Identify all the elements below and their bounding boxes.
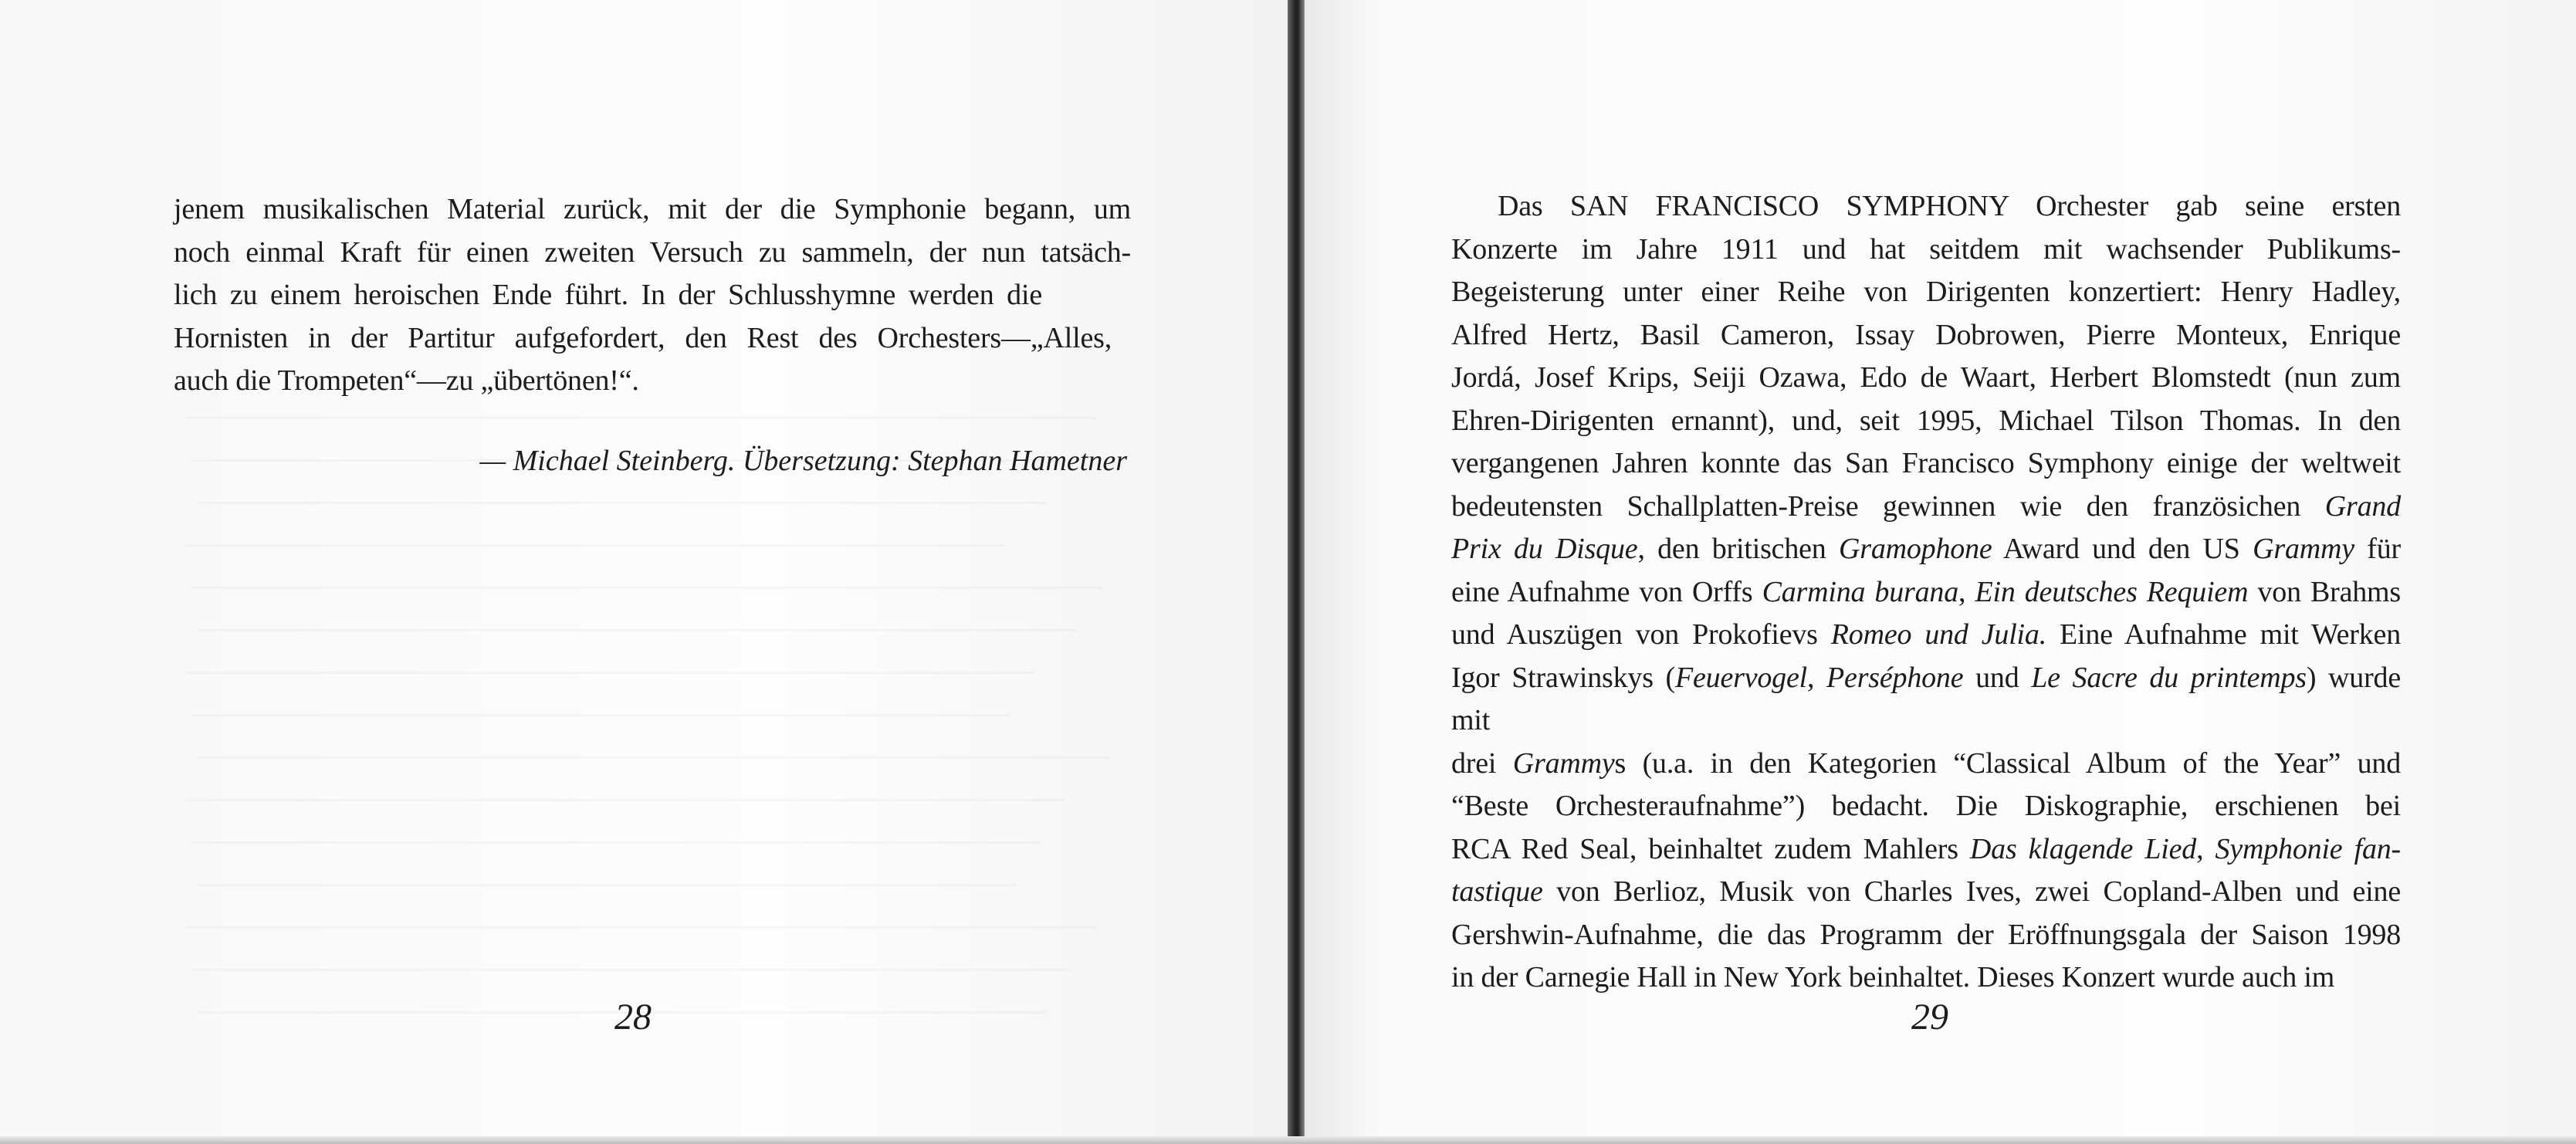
italic-title: Grammy [2253,533,2354,565]
text-line: Prix du Disque, den britischen Gramophone Award und den US Grammy für [1451,533,2401,565]
italic-title: Grand [2324,489,2401,523]
italic-title: Das klagende Lied [1969,832,2197,865]
text-line: jenem musikalischen Material zurück, mit der die Symphonie begann, um [174,193,1131,225]
text-line: Gershwin-Aufnahme, die das Programm der Eröffnungsgala der Saison 1998 [1451,918,2401,951]
text-line: “Beste Orchesteraufnahme”) bedacht. Die Diskographie, erschienen bei [1451,790,2401,822]
italic-title: Le Sacre du printemps [2031,661,2307,694]
italic-title: Feuervogel [1674,661,1807,694]
ghost-line [198,629,1078,631]
italic-title: Carmina burana [1762,575,1959,608]
attribution: — Michael Steinberg. Übersetzung: Stephan Hametner [479,445,1127,477]
text-line: Konzerte im Jahre 1911 und hat seitdem mit wachsender Publikums- [1451,232,2401,266]
text-line: Hornisten in der Partitur aufgefordert, den Rest des Orchesters—„Alles, [174,321,1112,354]
italic-title: tastique [1451,875,1543,908]
page-number: 28 [614,997,652,1037]
ghost-line [198,502,1047,504]
page-number: 29 [1911,997,1948,1037]
ghost-line [185,417,1096,419]
text-line: Das SAN FRANCISCO SYMPHONY Orchester gab seine ersten [1498,190,2401,222]
ghost-line [185,799,1065,801]
italic-title: Grammy [1512,746,1615,780]
text-line: RCA Red Seal, beinhaltet zudem Mahlers Das klagende Lied, Symphonie fan- [1451,832,2401,865]
text-line: vergangenen Jahren konnte das San Francisco Symphony einige der weltweit [1451,447,2401,479]
text-line: bedeutensten Schallplatten-Preise gewinnen wie den französichen Grand [1451,489,2401,523]
left-body-text [174,188,1131,403]
page-bottom-edge [0,1136,2576,1144]
text-line: Alfred Hertz, Basil Cameron, Issay Dobrowen, Pierre Monteux, Enrique [1451,318,2401,351]
italic-title: Symphonie fan- [2215,832,2401,865]
text-line: in der Carnegie Hall in New York beinhaltet. Dieses Konzert wurde auch im [1451,961,2335,993]
italic-title: Gramophone [1839,533,1992,565]
text-line: lich zu einem heroischen Ende führt. In der Schlusshymne werden die [174,279,1042,311]
text-line: Jordá, Josef Krips, Seiji Ozawa, Edo de Waart, Herbert Blomstedt (nun zum [1451,361,2401,394]
italic-title: Perséphone [1826,661,1964,694]
text-line: Begeisterung unter einer Reihe von Dirigenten konzertiert: Henry Hadley, [1451,276,2401,308]
text-line: Igor Strawinskys (Feuervogel, Perséphone und Le Sacre du printemps) wurde mit [1451,661,2401,736]
text-line: drei Grammys (u.a. in den Kategorien “Classical Album of the Year” und [1451,746,2401,780]
ghost-line [198,884,1016,886]
text-line: Ehren-Dirigenten ernannt), und, seit 1995, Michael Tilson Thomas. In den [1451,404,2401,437]
ghost-line [191,841,1041,844]
ghost-line [191,587,1102,589]
italic-title: Ein deutsches Requiem [1975,575,2249,608]
ghost-line [185,672,1034,674]
book-spine [1288,0,1305,1144]
text-line: noch einmal Kraft für einen zweiten Versuch zu sammeln, der nun tatsäch- [174,235,1131,269]
ghost-line [191,969,1071,971]
text-line: tastique von Berlioz, Musik von Charles Ives, zwei Copland-Alben und eine [1451,875,2401,908]
italic-title: Romeo und Julia. [1830,618,2047,651]
ghost-line [185,544,1004,547]
text-line: auch die Trompeten“—zu „übertönen!“. [174,364,639,397]
text-line: und Auszügen von Prokofievs Romeo und Julia. Eine Aufnahme mit Werken [1451,618,2401,651]
ghost-line [191,714,1010,716]
italic-title: Prix du Disque [1451,533,1638,565]
text-line: eine Aufnahme von Orffs Carmina burana, Ein deutsches Requiem von Brahms [1451,575,2401,608]
right-body-text [1451,185,2401,1000]
ghost-line [198,756,1109,759]
ghost-line [185,926,1096,929]
